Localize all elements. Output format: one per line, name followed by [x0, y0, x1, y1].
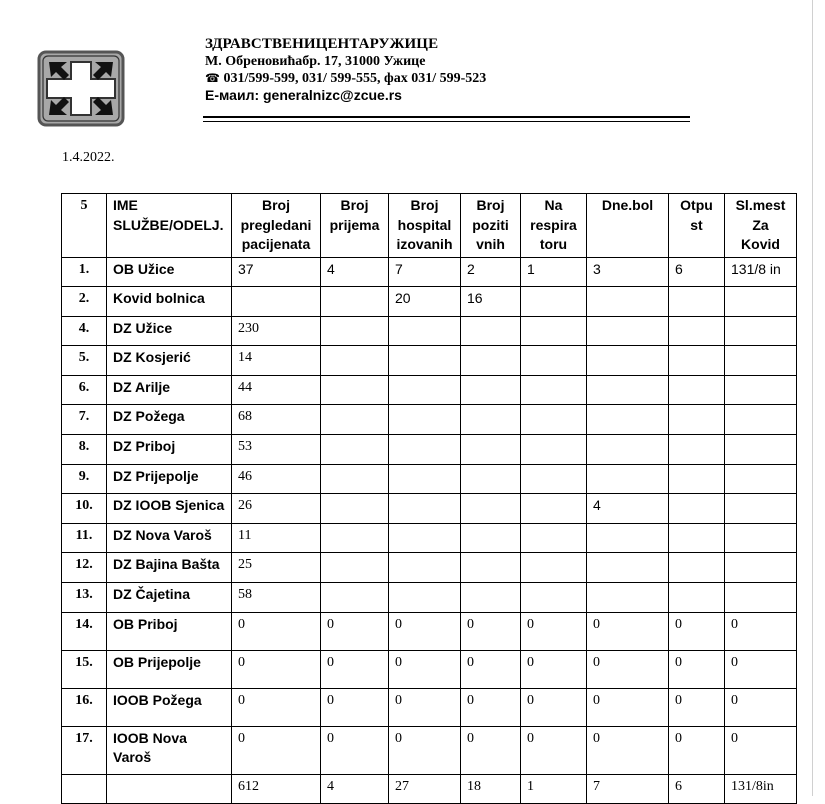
- value-cell: [521, 435, 587, 465]
- value-cell: 0: [587, 726, 669, 774]
- table-row: [62, 405, 797, 435]
- medical-cross-logo-icon: [37, 50, 125, 127]
- header-cell: Na respira toru: [521, 194, 587, 258]
- value-cell: [389, 405, 461, 435]
- phone-icon: ☎: [205, 71, 220, 85]
- value-cell: 46: [232, 464, 321, 494]
- value-cell: [587, 405, 669, 435]
- value-cell: 14: [232, 346, 321, 376]
- total-cell: 7: [587, 774, 669, 803]
- value-cell: [461, 583, 521, 613]
- value-cell: [669, 523, 725, 553]
- value-cell: [461, 553, 521, 583]
- value-cell: [725, 316, 797, 346]
- table-row: [62, 346, 797, 376]
- value-cell: [389, 523, 461, 553]
- value-cell: [521, 375, 587, 405]
- value-cell: [461, 494, 521, 524]
- unit-name-cell: DZ Užice: [107, 316, 232, 346]
- value-cell: [669, 346, 725, 376]
- value-cell: [587, 583, 669, 613]
- row-number-cell: 11.: [62, 523, 107, 553]
- total-cell: 612: [232, 774, 321, 803]
- value-cell: 7: [389, 257, 461, 287]
- org-phone-line: [205, 70, 486, 87]
- value-cell: 0: [389, 650, 461, 688]
- value-cell: [521, 405, 587, 435]
- table-row: [62, 316, 797, 346]
- total-cell: 27: [389, 774, 461, 803]
- value-cell: [725, 553, 797, 583]
- value-cell: [321, 287, 389, 317]
- table-row: [62, 612, 797, 650]
- value-cell: 0: [461, 650, 521, 688]
- row-number-cell: 10.: [62, 494, 107, 524]
- value-cell: [725, 583, 797, 613]
- value-cell: 6: [669, 257, 725, 287]
- value-cell: [669, 375, 725, 405]
- unit-name-cell: DZ Arilje: [107, 375, 232, 405]
- unit-name-cell: DZ Kosjerić: [107, 346, 232, 376]
- value-cell: 0: [521, 726, 587, 774]
- value-cell: 0: [669, 612, 725, 650]
- row-number-cell: 16.: [62, 688, 107, 726]
- value-cell: [321, 553, 389, 583]
- value-cell: 0: [321, 726, 389, 774]
- value-cell: 0: [725, 650, 797, 688]
- row-number-cell: 4.: [62, 316, 107, 346]
- value-cell: [389, 583, 461, 613]
- value-cell: [587, 287, 669, 317]
- header-cell: Broj prijema: [321, 194, 389, 258]
- row-number-cell: 14.: [62, 612, 107, 650]
- value-cell: 0: [669, 688, 725, 726]
- table-row: [62, 257, 797, 287]
- table-row: [62, 688, 797, 726]
- value-cell: 0: [587, 612, 669, 650]
- value-cell: 20: [389, 287, 461, 317]
- value-cell: 131/8 in: [725, 257, 797, 287]
- value-cell: 0: [725, 612, 797, 650]
- value-cell: 0: [521, 650, 587, 688]
- table-row: [62, 375, 797, 405]
- unit-name-cell: OB Prijepolje: [107, 650, 232, 688]
- value-cell: [321, 464, 389, 494]
- value-cell: 0: [389, 726, 461, 774]
- value-cell: [321, 316, 389, 346]
- total-cell: 131/8in: [725, 774, 797, 803]
- unit-name-cell: DZ Nova Varoš: [107, 523, 232, 553]
- value-cell: [521, 583, 587, 613]
- value-cell: [669, 553, 725, 583]
- row-number-cell: 5.: [62, 346, 107, 376]
- value-cell: [725, 464, 797, 494]
- value-cell: [587, 316, 669, 346]
- row-number-cell: 7.: [62, 405, 107, 435]
- value-cell: 0: [461, 688, 521, 726]
- value-cell: [321, 494, 389, 524]
- value-cell: [461, 375, 521, 405]
- value-cell: [669, 583, 725, 613]
- total-cell: 18: [461, 774, 521, 803]
- header-cell: Broj hospital izovanih: [389, 194, 461, 258]
- row-number-cell: 1.: [62, 257, 107, 287]
- unit-name-cell: DZ Čajetina: [107, 583, 232, 613]
- value-cell: [321, 405, 389, 435]
- value-cell: [587, 523, 669, 553]
- unit-name-cell: DZ Priboj: [107, 435, 232, 465]
- value-cell: [521, 494, 587, 524]
- value-cell: [461, 346, 521, 376]
- org-address: М. Обреновићабр. 17, 31000 Ужице: [205, 54, 426, 69]
- value-cell: [521, 287, 587, 317]
- value-cell: 0: [389, 612, 461, 650]
- value-cell: 44: [232, 375, 321, 405]
- value-cell: [321, 346, 389, 376]
- header-cell: Sl.mest Za Kovid: [725, 194, 797, 258]
- value-cell: [389, 464, 461, 494]
- value-cell: [669, 464, 725, 494]
- value-cell: [321, 583, 389, 613]
- value-cell: [725, 375, 797, 405]
- value-cell: [587, 435, 669, 465]
- report-date: 1.4.2022.: [62, 150, 115, 165]
- value-cell: [521, 316, 587, 346]
- unit-name-cell: Kovid bolnica: [107, 287, 232, 317]
- value-cell: [669, 316, 725, 346]
- value-cell: [232, 287, 321, 317]
- table-row: [62, 583, 797, 613]
- value-cell: [669, 435, 725, 465]
- value-cell: [587, 464, 669, 494]
- value-cell: 26: [232, 494, 321, 524]
- report-table: [61, 193, 797, 804]
- value-cell: 0: [389, 688, 461, 726]
- value-cell: 0: [669, 650, 725, 688]
- value-cell: 0: [321, 650, 389, 688]
- row-number-cell: 9.: [62, 464, 107, 494]
- value-cell: [587, 553, 669, 583]
- value-cell: 0: [321, 688, 389, 726]
- unit-name-cell: OB Užice: [107, 257, 232, 287]
- value-cell: [389, 553, 461, 583]
- value-cell: 0: [587, 650, 669, 688]
- table-row: [62, 523, 797, 553]
- value-cell: 0: [725, 726, 797, 774]
- value-cell: [461, 405, 521, 435]
- value-cell: 3: [587, 257, 669, 287]
- row-number-cell: 6.: [62, 375, 107, 405]
- value-cell: 0: [725, 688, 797, 726]
- value-cell: [725, 435, 797, 465]
- table-totals-row: [62, 774, 797, 803]
- value-cell: [461, 523, 521, 553]
- value-cell: 0: [232, 726, 321, 774]
- value-cell: [389, 494, 461, 524]
- value-cell: 25: [232, 553, 321, 583]
- value-cell: 0: [232, 612, 321, 650]
- table-row: [62, 553, 797, 583]
- value-cell: [725, 287, 797, 317]
- unit-name-cell: IOOB Nova Varoš: [107, 726, 232, 774]
- total-cell: [107, 774, 232, 803]
- value-cell: [669, 494, 725, 524]
- value-cell: 58: [232, 583, 321, 613]
- row-number-cell: 12.: [62, 553, 107, 583]
- value-cell: [725, 523, 797, 553]
- table-row: [62, 494, 797, 524]
- header-cell: Broj poziti vnih: [461, 194, 521, 258]
- value-cell: [587, 375, 669, 405]
- table-row: [62, 287, 797, 317]
- unit-name-cell: OB Priboj: [107, 612, 232, 650]
- value-cell: 0: [521, 688, 587, 726]
- table-row: [62, 435, 797, 465]
- value-cell: [389, 316, 461, 346]
- value-cell: [389, 346, 461, 376]
- value-cell: 1: [521, 257, 587, 287]
- row-number-cell: 2.: [62, 287, 107, 317]
- table-header-row: [62, 194, 797, 258]
- value-cell: [321, 523, 389, 553]
- value-cell: [587, 346, 669, 376]
- header-cell: IME SLUŽBE/ODELJ.: [107, 194, 232, 258]
- value-cell: [321, 375, 389, 405]
- value-cell: 0: [461, 612, 521, 650]
- org-name: ЗДРАВСТВЕНИЦЕНТАРУЖИЦЕ: [205, 36, 439, 52]
- org-phone: 031/599-599, 031/ 599-555, фах 031/ 599-523: [223, 71, 487, 86]
- value-cell: 53: [232, 435, 321, 465]
- value-cell: [389, 375, 461, 405]
- letterhead-rule: [203, 116, 690, 118]
- value-cell: [521, 464, 587, 494]
- row-number-cell: 17.: [62, 726, 107, 774]
- value-cell: 0: [669, 726, 725, 774]
- value-cell: [389, 435, 461, 465]
- value-cell: [461, 435, 521, 465]
- value-cell: [725, 494, 797, 524]
- unit-name-cell: DZ Bajina Bašta: [107, 553, 232, 583]
- value-cell: 0: [587, 688, 669, 726]
- letterhead-rule-thin: [203, 121, 690, 122]
- value-cell: 0: [521, 612, 587, 650]
- value-cell: 0: [321, 612, 389, 650]
- value-cell: 0: [232, 650, 321, 688]
- value-cell: [461, 464, 521, 494]
- header-cell-number: 5: [62, 194, 107, 258]
- row-number-cell: 13.: [62, 583, 107, 613]
- letterhead: [205, 36, 486, 104]
- unit-name-cell: DZ Prijepolje: [107, 464, 232, 494]
- value-cell: 37: [232, 257, 321, 287]
- header-cell: Otpu st: [669, 194, 725, 258]
- org-email: Е-маил: generalnizc@zcue.rs: [205, 87, 402, 103]
- value-cell: 4: [321, 257, 389, 287]
- value-cell: [725, 346, 797, 376]
- total-cell: 1: [521, 774, 587, 803]
- total-cell: [62, 774, 107, 803]
- unit-name-cell: IOOB Požega: [107, 688, 232, 726]
- value-cell: 0: [232, 688, 321, 726]
- value-cell: [461, 316, 521, 346]
- header-cell: Broj pregledani pacijenata: [232, 194, 321, 258]
- value-cell: [669, 287, 725, 317]
- row-number-cell: 8.: [62, 435, 107, 465]
- value-cell: [521, 553, 587, 583]
- value-cell: 4: [587, 494, 669, 524]
- header-cell: Dne.bol: [587, 194, 669, 258]
- value-cell: 68: [232, 405, 321, 435]
- table-row: [62, 650, 797, 688]
- row-number-cell: 15.: [62, 650, 107, 688]
- value-cell: [521, 523, 587, 553]
- value-cell: [725, 405, 797, 435]
- value-cell: 11: [232, 523, 321, 553]
- unit-name-cell: DZ IOOB Sjenica: [107, 494, 232, 524]
- value-cell: 16: [461, 287, 521, 317]
- value-cell: 2: [461, 257, 521, 287]
- total-cell: 6: [669, 774, 725, 803]
- value-cell: [321, 435, 389, 465]
- total-cell: 4: [321, 774, 389, 803]
- value-cell: 0: [461, 726, 521, 774]
- value-cell: [521, 346, 587, 376]
- table-row: [62, 464, 797, 494]
- table-row: [62, 726, 797, 774]
- value-cell: 230: [232, 316, 321, 346]
- value-cell: [669, 405, 725, 435]
- unit-name-cell: DZ Požega: [107, 405, 232, 435]
